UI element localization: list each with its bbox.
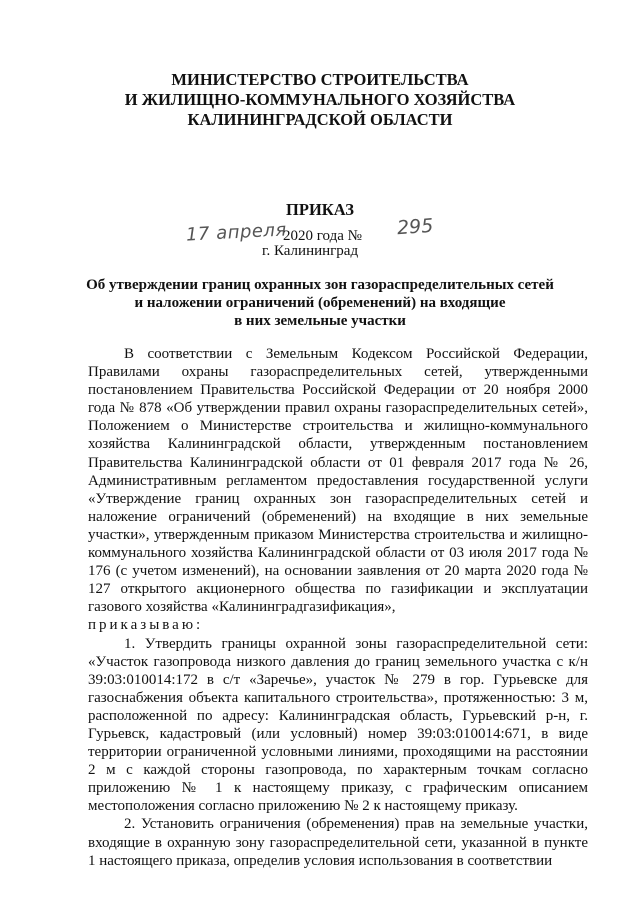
handwritten-date: 17 апреля bbox=[185, 219, 288, 246]
ministry-header-line-2: И ЖИЛИЩНО-КОММУНАЛЬНОГО ХОЗЯЙСТВА bbox=[124, 90, 516, 109]
subject-line-3: в них земельные участки bbox=[234, 313, 406, 329]
ministry-header bbox=[0, 70, 640, 130]
order-year-text: 2020 года № bbox=[283, 228, 362, 244]
order-word: приказываю: bbox=[88, 617, 204, 634]
ministry-header-line-3: КАЛИНИНГРАДСКОЙ ОБЛАСТИ bbox=[187, 110, 453, 129]
order-body bbox=[88, 345, 588, 870]
order-item-1: 1. Утвердить границы охранной зоны газораспределительной сети: «Участок газопровода низкого давления до границ земельного участка с к/н 39:03:010014:172 в с/т «Заречье», участок № 279 в гор. Гурьевске для газоснабжения объекта капитального строительства», протяженностью: 3 м, расположенной по адресу: Калининградская область, Гурьевский р-н, г. Гурьевск, кадастровый (или условный) номер 39:03:010014:671, в виде территории ограниченной условными линиями, проходящими на расстоянии 2 м с каждой стороны газопровода, по характерным точкам согласно приложению № 1 к настоящему приказу, с графическим описанием местоположения согласно приложению № 2 к настоящему приказу. bbox=[88, 635, 588, 815]
order-item-2: 2. Установить ограничения (обременения) прав на земельные участки, входящие в охранную зону газораспределительной сети, указанной в пункте 1 настоящего приказа, определив условия использования в соответствии bbox=[88, 816, 588, 869]
handwritten-order-number: 295 bbox=[396, 214, 434, 240]
subject-line-2: и наложении ограничений (обременений) на входящие bbox=[134, 295, 506, 311]
order-subject bbox=[0, 276, 640, 330]
subject-line-1: Об утверждении границ охранных зон газораспределительных сетей bbox=[86, 277, 554, 293]
ministry-header-line-1: МИНИСТЕРСТВО СТРОИТЕЛЬСТВА bbox=[171, 70, 469, 89]
order-city: г. Калининград bbox=[262, 243, 359, 259]
order-title: ПРИКАЗ bbox=[286, 200, 354, 219]
preamble-paragraph: В соответствии с Земельным Кодексом Российской Федерации, Правилами охраны газораспределительных сетей, утвержденными постановлением Правительства Российской Федерации от 20 ноября 2000 года № 878 «Об утверждении правил охраны газораспределительных сетей», Положением о Министерстве строительства и жилищно-коммунального хозяйства Калининградской области, утвержденным постановлением Правительства Калининградской области от 01 февраля 2017 года № 26, Административным регламентом предоставления государственной услуги «Утверждение границ охранных зон газораспределительных сетей и наложение ограничений (обременений) на входящие в них земельные участки», утвержденным приказом Министерства строительства и жилищно-коммунального хозяйства Калининградской области от 03 июля 2017 года № 176 (с учетом изменений), на основании заявления от 20 марта 2020 года № 127 открытого акционерного общества по газификации и эксплуатации газового хозяйства «Калининградгазификация», bbox=[88, 346, 588, 616]
